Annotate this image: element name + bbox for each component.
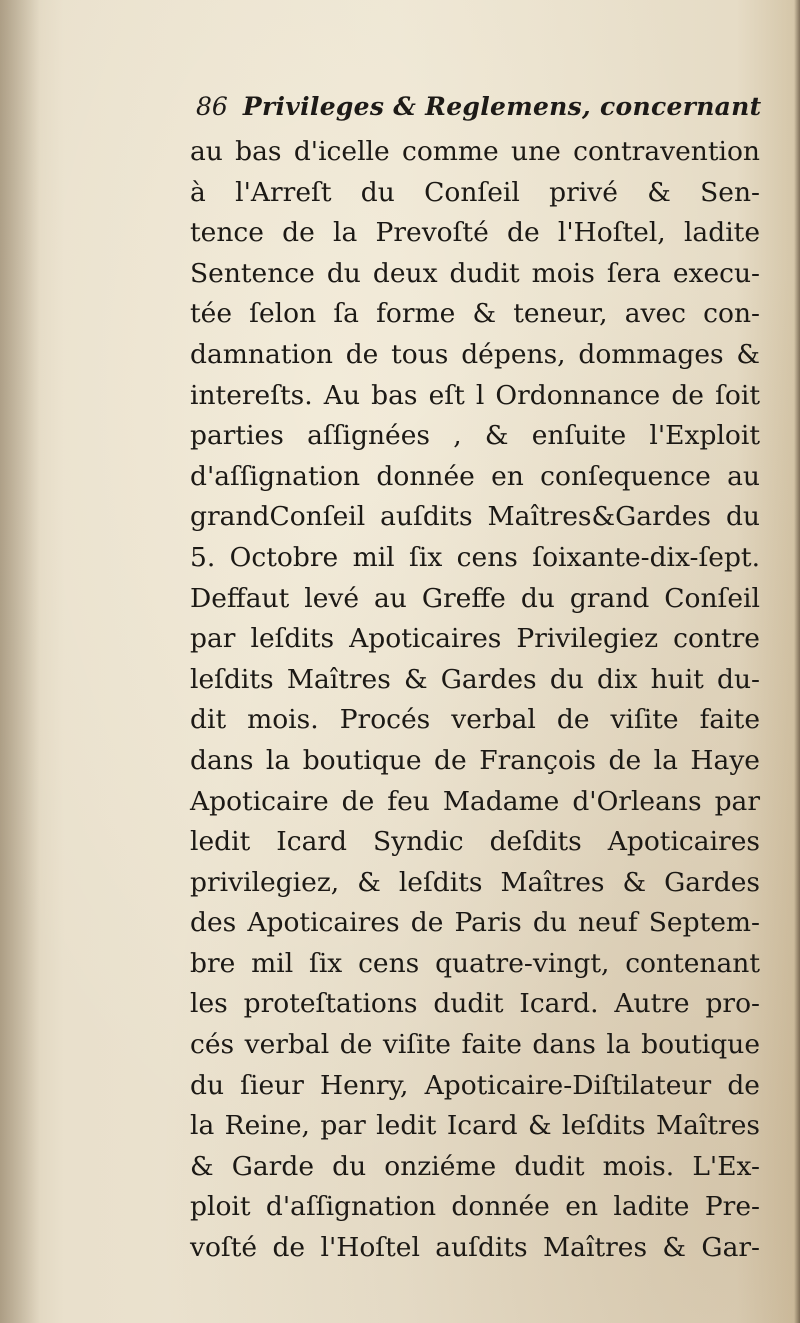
text-line: Deffaut levé au Greffe du grand Conſeil: [190, 582, 760, 614]
text-line: ledit Icard Syndic deſdits Apoticaires: [190, 826, 760, 858]
text-line: des Apoticaires de Paris du neuf Septem-: [190, 907, 760, 939]
text-line: la Reine, par ledit Icard & leſdits Maîtres: [190, 1110, 760, 1142]
running-head: Privileges & Reglemens, concernant: [242, 92, 762, 121]
text-line: les proteſtations dudit Icard. Autre pro-: [190, 988, 760, 1020]
text-line: Sentence du deux dudit mois ſera execu-: [190, 257, 760, 289]
text-line: grandConſeil auſdits Maîtres&Gardes du: [190, 501, 760, 533]
text-line: par leſdits Apoticaires Privilegiez contre: [190, 623, 760, 655]
page-number: 86: [196, 92, 228, 121]
text-line: bre mil ſix cens quatre-vingt, contenant: [190, 947, 760, 979]
text-line: tence de la Prevoſté de l'Hoſtel, ladite: [190, 217, 760, 249]
text-line: cés verbal de viſite faite dans la boutique: [190, 1029, 760, 1061]
text-line: intereſts. Au bas eſt l Ordonnance de ſoit: [190, 379, 760, 411]
text-line: à l'Arreſt du Conſeil privé & Sen-: [190, 176, 760, 208]
gutter-shadow: [0, 0, 40, 1323]
text-line: tée ſelon ſa forme & teneur, avec con-: [190, 298, 760, 330]
text-line: ploit d'aſſignation donnée en ladite Pre-: [190, 1191, 760, 1223]
text-line: 5. Octobre mil ſix cens ſoixante-dix-ſept.: [190, 541, 760, 573]
text-line: damnation de tous dépens, dommages &: [190, 338, 760, 370]
text-line: dit mois. Procés verbal de viſite faite: [190, 704, 760, 736]
text-line: d'aſſignation donnée en conſequence au: [190, 460, 760, 492]
text-line: Apoticaire de feu Madame d'Orleans par: [190, 785, 760, 817]
page-edge: [794, 0, 800, 1323]
text-line: privilegiez, & leſdits Maîtres & Gardes: [190, 866, 760, 898]
text-line: dans la boutique de François de la Haye: [190, 744, 760, 776]
body-text: [190, 132, 770, 1269]
page-header: [196, 92, 762, 132]
text-line: leſdits Maîtres & Gardes du dix huit du-: [190, 663, 760, 695]
text-line: du ſieur Henry, Apoticaire-Diſtilateur de: [190, 1069, 760, 1101]
text-line: au bas d'icelle comme une contravention: [190, 136, 760, 167]
text-line: & Garde du onziéme dudit mois. L'Ex-: [190, 1150, 760, 1182]
text-line: voſté de l'Hoſtel auſdits Maîtres & Gar-: [190, 1232, 760, 1264]
text-line: parties aſſignées , & enſuite l'Exploit: [190, 420, 760, 452]
